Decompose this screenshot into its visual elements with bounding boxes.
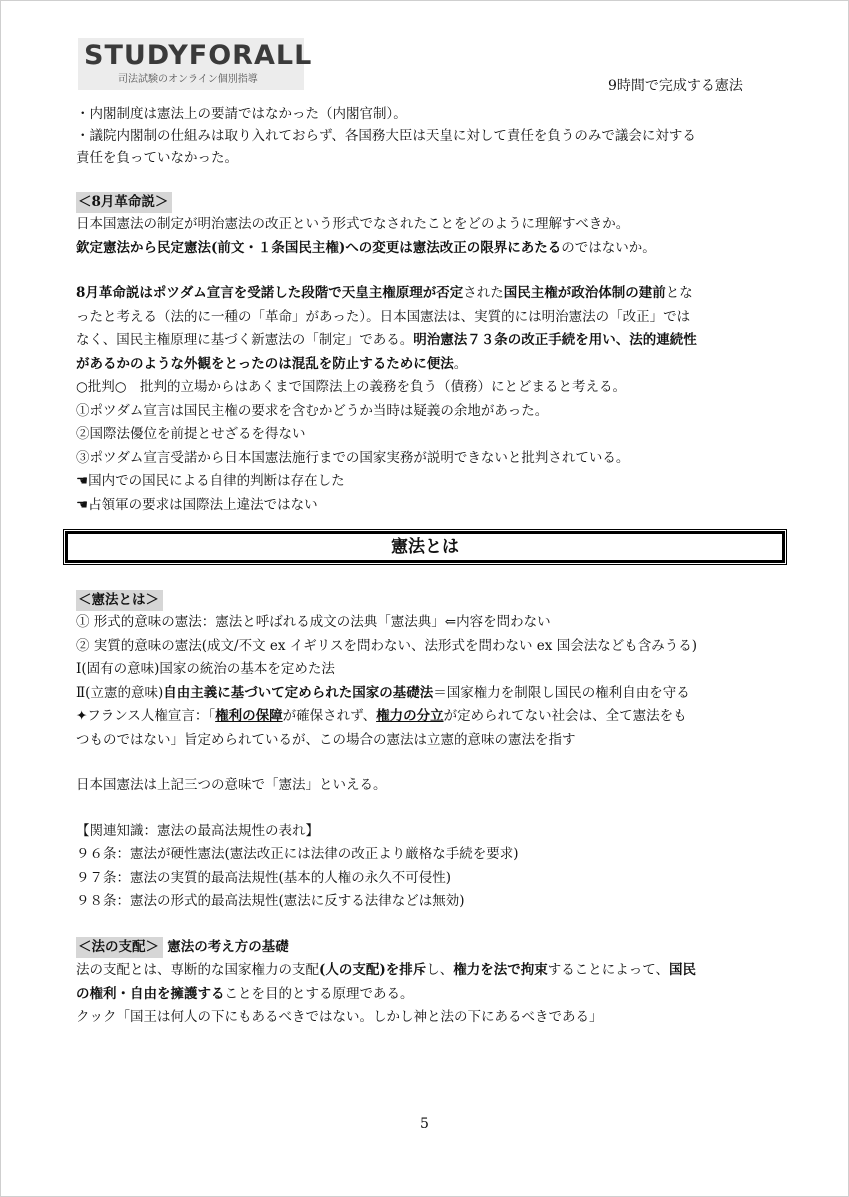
logo-text: STUDYFORALL (84, 40, 313, 71)
bold-text: 明治憲法７３条の改正手続を用い、法的連続性 (413, 332, 697, 348)
document-body (76, 103, 776, 1030)
paragraph-line (76, 983, 776, 1007)
banner-wrapper (76, 517, 776, 575)
text: し、 (426, 962, 454, 978)
question-line: 日本国憲法の制定が明治憲法の改正という形式でなされたことをどのように理解すべきか。 (76, 216, 630, 232)
bold-text: 国民 (669, 962, 697, 978)
summary-line: 日本国憲法は上記三つの意味で「憲法」といえる。 (76, 777, 387, 793)
text: ✦フランス人権宣言：「 (76, 708, 216, 724)
bold-text: があるかのような外観をとったのは混乱を防止するために便法 (76, 355, 454, 372)
critique-line: ○批判○ 批判的立場からはあくまで国際法上の義務を負う（債務）にとどまると考える。 (76, 379, 627, 395)
heading-label: ＜8月革命説＞ (76, 192, 172, 213)
article-item: ９７条：憲法の実質的最高法規性(基本的人権の永久不可侵性) (76, 869, 452, 886)
heading-label: ＜法の支配＞ (76, 937, 163, 958)
critique-item: ③ポツダム宣言受諾から日本国憲法施行までの国家実務が説明できないと批判されている。 (76, 449, 630, 466)
spacer (76, 914, 776, 936)
critique-item: ②国際法優位を前提とせざるを得ない (76, 426, 306, 442)
question-line (76, 237, 776, 261)
quote-line: クック「国王は何人の下にもあるべきではない。しかし神と法の下にあるべきである」 (76, 1009, 603, 1025)
bold-text: 国民主権が政治体制の建前 (503, 285, 666, 301)
rebuttal-item: ☚国内での国民による自律的判断は存在した (76, 473, 345, 489)
text: なく、国民主権原理に基づく新憲法の「制定」である。 (76, 332, 414, 348)
document-title: 9時間で完成する憲法 (608, 78, 743, 94)
paragraph-line: ったと考える（法的に一種の「革命」があった）。日本国憲法は、実質的には明治憲法の「改正」では (76, 308, 691, 325)
intro-line: ・議院内閣制の仕組みは取り入れておらず、各国務大臣は天皇に対して責任を負うのみで議会に対する (76, 128, 696, 144)
related-knowledge-title: 【関連知識：憲法の最高法規性の表れ】 (76, 822, 319, 839)
text: のではないか。 (561, 239, 656, 256)
text: された (463, 285, 504, 301)
intro-line: ・内閣制度は憲法上の要請ではなかった（内閣官制）。 (76, 106, 407, 122)
article-item: ９６条：憲法が硬性憲法(憲法改正には法律の改正より厳格な手続を要求) (76, 846, 519, 862)
logo-subtitle: 司法試験のオンライン個別指導 (118, 74, 258, 85)
declaration-line: つものではない」旨定められているが、この場合の憲法は立憲的意味の憲法を指す (76, 731, 576, 748)
rebuttal-item: ☚占領軍の要求は国際法上違法ではない (76, 496, 318, 513)
declaration-line (76, 705, 776, 729)
meaning-item (76, 682, 776, 706)
bold-text: 自由主義に基づいて定められた国家の基礎法 (163, 684, 434, 701)
text: することによって、 (547, 962, 670, 978)
underlined-term: 権力の分立 (376, 708, 444, 724)
spacer (76, 169, 776, 191)
text: ことを目的とする原理である。 (224, 985, 414, 1002)
paragraph-line (76, 282, 776, 306)
spacer (76, 752, 776, 774)
intro-line: 責任を負っていなかった。 (76, 150, 238, 166)
bold-text: 権力を法で拘束 (453, 962, 548, 978)
bold-text: (人の支配)を排斥 (319, 962, 427, 978)
text: Ⅱ(立憲的意味) (76, 684, 164, 701)
heading-label: ＜憲法とは＞ (76, 590, 163, 611)
page-number: 5 (420, 1116, 429, 1132)
paragraph-line (76, 329, 776, 353)
underlined-term: 権利の保障 (215, 708, 283, 724)
paragraph-line (76, 353, 776, 377)
paragraph-line (76, 959, 776, 983)
bold-text: 8月革命説はポツダム宣言を受諾した段階で天皇主権原理が否定 (76, 285, 464, 301)
heading-subtitle: 憲法の考え方の基礎 (167, 938, 289, 955)
critique-item: ①ポツダム宣言は国民主権の要求を含むかどうか当時は疑義の余地があった。 (76, 402, 549, 419)
meaning-item: ① 形式的意味の憲法：憲法と呼ばれる成文の法典「憲法典」⇐内容を問わない (76, 614, 551, 630)
text: とな (665, 285, 693, 301)
bold-text: 欽定憲法から民定憲法(前文・１条国民主権)への変更は憲法改正の限界にあたる (76, 239, 562, 256)
section-heading-august (76, 191, 776, 213)
bold-text: の権利・自由を擁護する (76, 985, 225, 1002)
text: が確保されず、 (282, 708, 377, 724)
spacer (76, 260, 776, 282)
text: 。 (453, 355, 468, 372)
meaning-item: Ⅰ(固有の意味)国家の統治の基本を定めた法 (76, 661, 335, 677)
spacer (76, 798, 776, 820)
text: が定められてない社会は、全て憲法をも (443, 708, 687, 724)
section-banner: 憲法とは (63, 529, 787, 565)
meaning-item: ② 実質的意味の憲法(成文/不文 ex イギリスを問わない、法形式を問わない ex 国会法なども含みうる) (76, 637, 697, 654)
section-heading-rule-of-law (76, 936, 776, 960)
article-item: ９８条：憲法の形式的最高法規性(憲法に反する法律などは無効) (76, 893, 465, 909)
section-heading-kenpo (76, 589, 776, 611)
spacer (76, 575, 776, 589)
text: ＝国家権力を制限し国民の権利自由を守る (433, 684, 690, 701)
text: 法の支配とは、専断的な国家権力の支配 (76, 962, 319, 978)
